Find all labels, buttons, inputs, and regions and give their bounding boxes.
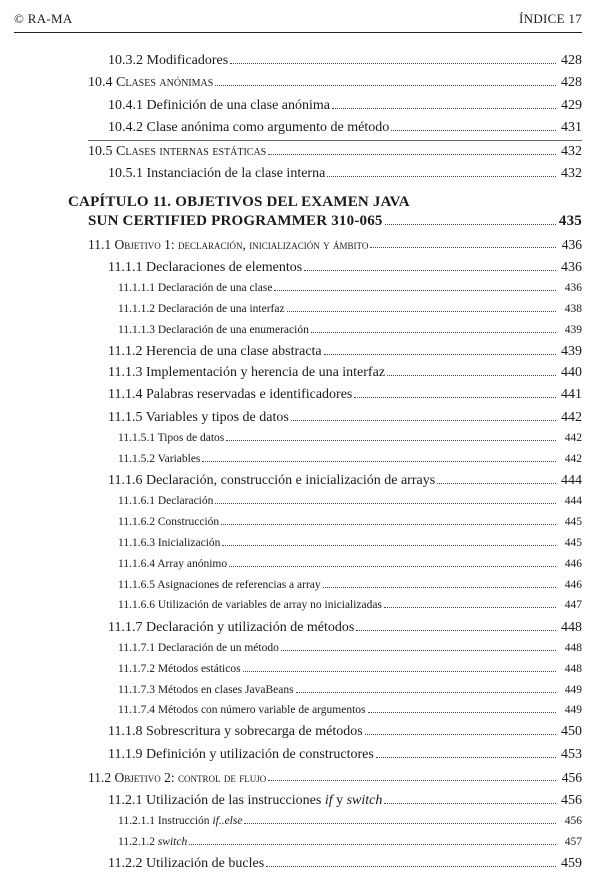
divider <box>88 140 582 141</box>
toc-entry[interactable]: 11.1.5.2 Variables 442 <box>118 453 582 465</box>
toc-entry[interactable]: 11.1.6 Declaración, construcción e inicialización de arrays 444 <box>108 473 582 488</box>
toc-entry[interactable]: 11.1.4 Palabras reservadas e identificadores 441 <box>108 387 582 402</box>
toc-entry[interactable]: 10.3.2 Modificadores 428 <box>108 53 582 68</box>
toc-entry[interactable]: 11.1.1 Declaraciones de elementos 436 <box>108 260 582 275</box>
toc-entry[interactable]: 11.2.2 Utilización de bucles 459 <box>108 856 582 871</box>
toc-entry[interactable]: 10.4 Clases anónimas 428 <box>88 75 582 90</box>
toc-entry[interactable]: 11.1.2 Herencia de una clase abstracta 439 <box>108 344 582 359</box>
toc-entry[interactable]: 11.1.7.1 Declaración de un método 448 <box>118 642 582 654</box>
toc-entry[interactable]: 11.1.1.3 Declaración de una enumeración 439 <box>118 324 582 336</box>
toc-entry[interactable]: 11.1.6.4 Array anónimo 446 <box>118 558 582 570</box>
toc-entry[interactable]: 11.2.1.2 switch 457 <box>118 836 582 848</box>
toc-entry[interactable]: 11.1.6.3 Inicialización 445 <box>118 537 582 549</box>
toc-entry[interactable]: 11.1.3 Implementación y herencia de una interfaz 440 <box>108 365 582 380</box>
toc-entry[interactable]: 11.1.7.3 Métodos en clases JavaBeans 449 <box>118 684 582 696</box>
toc-entry[interactable]: 11.1.6.1 Declaración 444 <box>118 495 582 507</box>
toc-entry[interactable]: 11.1.1.1 Declaración de una clase 436 <box>118 282 582 294</box>
toc-entry[interactable]: 11.1.6.5 Asignaciones de referencias a array 446 <box>118 579 582 591</box>
page-header <box>14 6 582 33</box>
toc-entry[interactable]: 11.1.7 Declaración y utilización de métodos 448 <box>108 620 582 635</box>
toc-entry[interactable]: 11.1.5 Variables y tipos de datos 442 <box>108 410 582 425</box>
publisher-mark: © RA-MA <box>14 11 73 26</box>
toc-entry[interactable]: 11.1.1.2 Declaración de una interfaz 438 <box>118 303 582 315</box>
toc-entry[interactable]: 11.1.5.1 Tipos de datos 442 <box>118 432 582 444</box>
toc-entry[interactable]: 11.1.9 Definición y utilización de constructores 453 <box>108 747 582 762</box>
chapter-entry[interactable]: SUN CERTIFIED PROGRAMMER 310-065 435 <box>88 213 582 229</box>
toc-entry[interactable]: 10.4.2 Clase anónima como argumento de método 431 <box>108 120 582 135</box>
toc-entry[interactable]: 11.2 Objetivo 2: control de flujo 456 <box>88 770 582 785</box>
toc-entry[interactable]: 11.1.8 Sobrescritura y sobrecarga de métodos 450 <box>108 724 582 739</box>
toc-entry[interactable]: 11.1.6.2 Construcción 445 <box>118 516 582 528</box>
running-title: ÍNDICE 17 <box>519 11 582 26</box>
toc-entry[interactable]: 10.5 Clases internas estáticas 432 <box>88 144 582 159</box>
toc-entry[interactable]: 11.2.1 Utilización de las instrucciones if y switch 456 <box>108 793 582 808</box>
toc-entry[interactable]: 11.1 Objetivo 1: declaración, inicialización y ámbito 436 <box>88 237 582 252</box>
toc-entry[interactable]: 10.5.1 Instanciación de la clase interna 432 <box>108 166 582 181</box>
toc-entry[interactable]: 11.1.7.4 Métodos con número variable de argumentos 449 <box>118 704 582 716</box>
toc-entry[interactable]: 11.1.6.6 Utilización de variables de array no inicializadas 447 <box>118 599 582 611</box>
toc-entry[interactable]: 11.1.7.2 Métodos estáticos 448 <box>118 663 582 675</box>
chapter-title: CAPÍTULO 11. OBJETIVOS DEL EXAMEN JAVA <box>68 194 410 210</box>
toc-entry[interactable]: 11.2.1.1 Instrucción if..else 456 <box>118 815 582 827</box>
toc-entry[interactable]: 10.4.1 Definición de una clase anónima 429 <box>108 98 582 113</box>
